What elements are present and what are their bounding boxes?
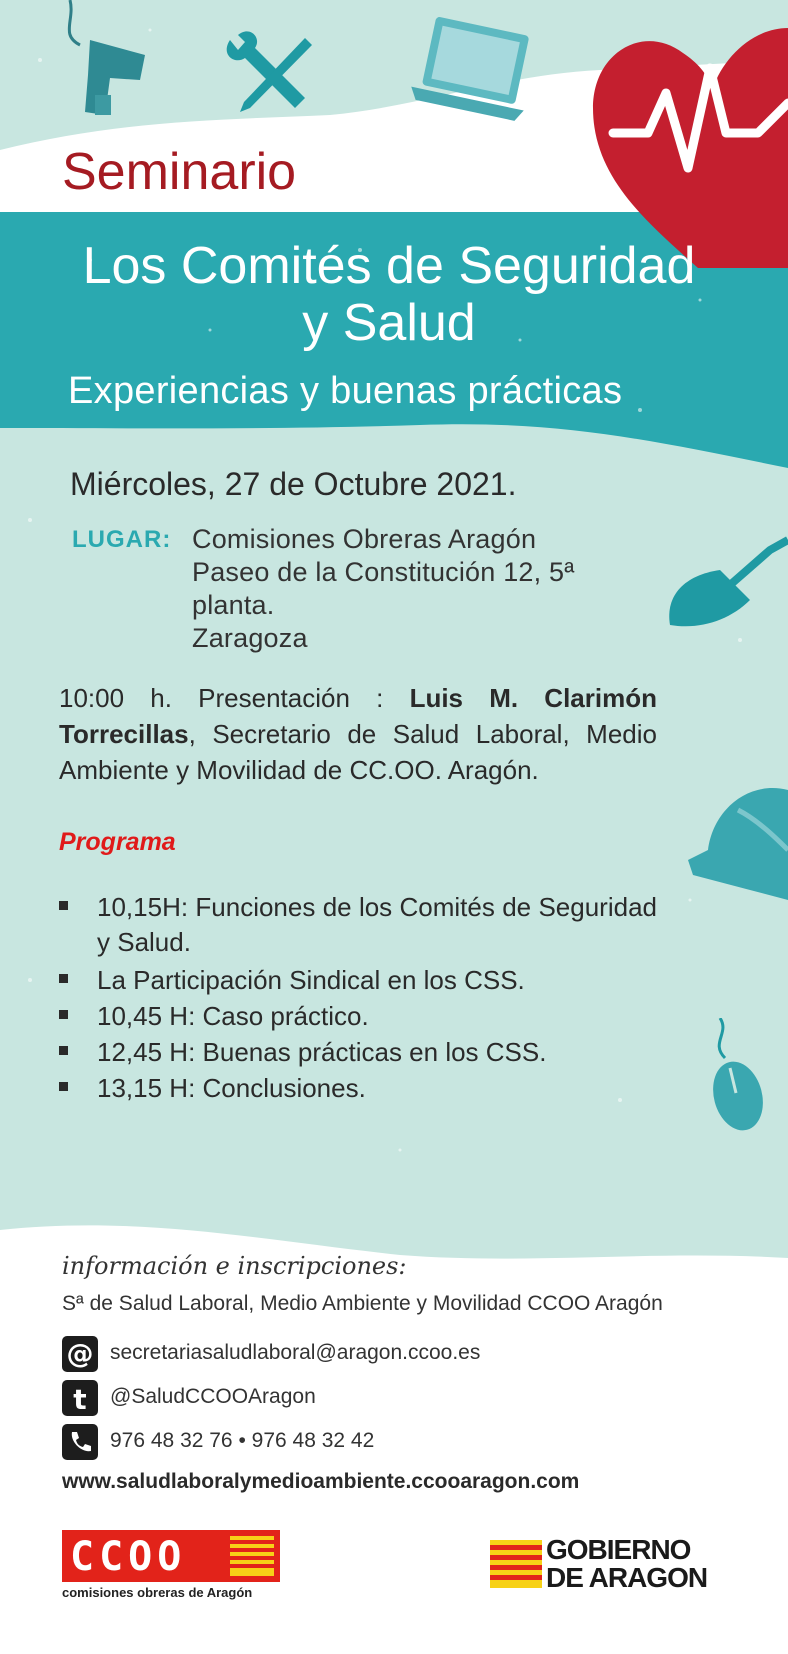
bullet-icon (59, 1046, 68, 1055)
bullet-icon (59, 901, 68, 910)
ccoo-caption: comisiones obreras de Aragón (62, 1585, 253, 1600)
programa-item-text: 13,15 H: Conclusiones. (97, 1073, 366, 1103)
phone-icon (62, 1424, 98, 1460)
programa-item-text: 12,45 H: Buenas prácticas en los CSS. (97, 1037, 547, 1067)
email-link[interactable]: secretariasaludlaboral@aragon.ccoo.es (110, 1341, 481, 1364)
bullet-icon (59, 974, 68, 983)
programa-item-text: La Participación Sindical en los CSS. (97, 965, 525, 995)
programa-item (59, 1071, 657, 1106)
svg-text:t: t (73, 1383, 87, 1416)
programa-item-text: 10,45 H: Caso práctico. (97, 1001, 369, 1031)
gobierno-line-1: GOBIERNO (546, 1534, 691, 1565)
info-heading: información e inscripciones: (62, 1252, 407, 1280)
lugar-line-2: Paseo de la Constitución 12, 5ª (192, 557, 575, 587)
lugar-line-3: planta. (192, 590, 275, 620)
gobierno-flag-icon (490, 1540, 542, 1588)
lugar-line-4: Zaragoza (192, 623, 308, 653)
bullet-icon (59, 1082, 68, 1091)
programa-item (59, 999, 657, 1034)
programa-item (59, 890, 657, 960)
mouse-icon (700, 1018, 770, 1133)
subtitle: Experiencias y buenas prácticas (68, 370, 623, 412)
twitter-icon (62, 1380, 98, 1416)
shovel-icon (660, 520, 788, 630)
programa-item (59, 1035, 657, 1070)
ccoo-logo (62, 1530, 280, 1582)
twitter-handle[interactable]: @SaludCCOOAragon (110, 1385, 316, 1408)
svg-text:@: @ (66, 1339, 94, 1370)
gobierno-line-2: DE ARAGON (546, 1562, 708, 1593)
website-link[interactable]: www.saludlaboralymedioambiente.ccooaragon.com (62, 1470, 580, 1493)
presentation-paragraph (59, 680, 657, 788)
lugar-label: LUGAR: (72, 526, 172, 553)
helmet-icon (668, 780, 788, 920)
heart-pulse-icon (588, 8, 788, 273)
programa-item-text: 10,15H: Funciones de los Comités de Seguridad y Salud. (97, 892, 657, 957)
bullet-icon (59, 1010, 68, 1019)
info-organization: Sª de Salud Laboral, Medio Ambiente y Movilidad CCOO Aragón (62, 1292, 663, 1315)
programa-item (59, 963, 657, 998)
wrench-screwdriver-icon (220, 30, 320, 115)
laptop-icon (405, 15, 540, 135)
ccoo-logo-text: CCOO (70, 1534, 187, 1580)
presentation-time: 10:00 h. Presentación : (59, 683, 410, 713)
phone-numbers: 976 48 32 76 • 976 48 32 42 (110, 1429, 375, 1452)
lugar-line-1: Comisiones Obreras Aragón (192, 524, 537, 554)
event-date: Miércoles, 27 de Octubre 2021. (70, 466, 517, 502)
aragon-flag-icon (230, 1536, 274, 1576)
presentation-role: , Secretario de Salud Laboral, Medio Ambiente y Movilidad de CC.OO. Aragón. (59, 719, 657, 785)
programa-heading: Programa (59, 828, 176, 856)
title-line-1: Los Comités de Seguridad (82, 237, 696, 295)
title-line-2: y Salud (302, 294, 476, 352)
email-icon (62, 1336, 98, 1372)
seminario-kicker: Seminario (62, 143, 297, 201)
presentation-speaker: Luis M. Clarimón Torrecillas (59, 683, 657, 749)
hammer-icon (50, 0, 160, 125)
